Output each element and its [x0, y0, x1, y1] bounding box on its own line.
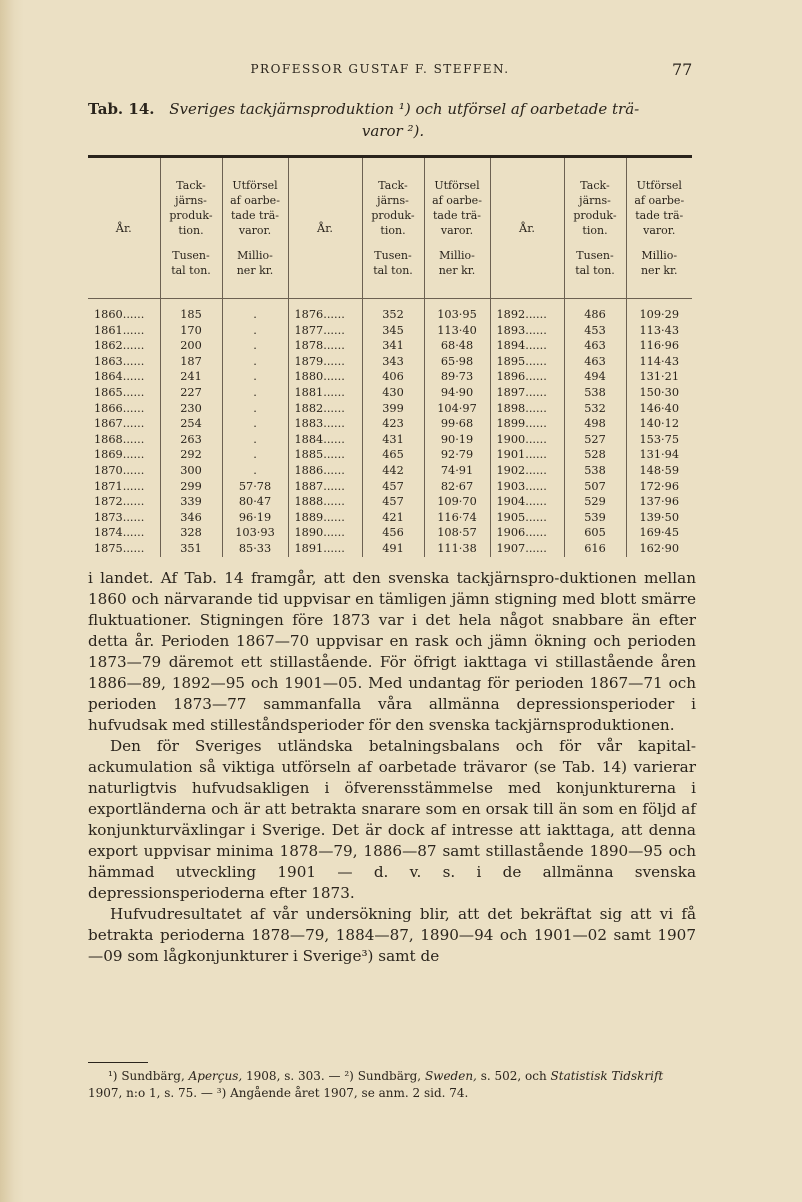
footnote-2-rest: s. 502, och — [480, 1069, 547, 1083]
footnote-2-title2: Statistisk Tidskrift — [550, 1069, 664, 1083]
production-cell: 339 — [160, 494, 222, 510]
year-cell: 1872...... — [88, 494, 160, 510]
footnote-1-mark: ¹) — [108, 1069, 118, 1083]
production-cell: 227 — [160, 385, 222, 401]
export-cell: . — [222, 338, 288, 354]
production-cell: 616 — [564, 541, 626, 557]
page-edge-shadow — [0, 0, 24, 1202]
page-number: 77 — [672, 60, 693, 79]
year-cell: 1861...... — [88, 323, 160, 339]
export-cell: 109·29 — [639, 308, 680, 321]
year-cell: 1883...... — [288, 416, 362, 432]
export-cell: . — [222, 432, 288, 448]
footnote-3-mark: ³) — [216, 1086, 227, 1100]
year-cell: 1865...... — [88, 385, 160, 401]
production-cell: 351 — [160, 541, 222, 557]
year-cell: 1880...... — [288, 369, 362, 385]
production-cell: 527 — [564, 432, 626, 448]
production-cell: 341 — [362, 338, 424, 354]
production-cell: 463 — [564, 338, 626, 354]
year-cell: 1870...... — [88, 463, 160, 479]
export-cell: 96·19 — [222, 510, 288, 526]
production-cell: 343 — [362, 354, 424, 370]
table-caption — [88, 98, 698, 142]
production-export-table — [88, 158, 692, 557]
export-cell: 103·95 — [424, 299, 490, 323]
year-cell: 1885...... — [288, 447, 362, 463]
export-cell: 172·96 — [639, 479, 680, 493]
year-cell: 1901...... — [490, 447, 564, 463]
year-cell: 1884...... — [288, 432, 362, 448]
year-cell: 1879...... — [288, 354, 362, 370]
export-cell: . — [222, 463, 288, 479]
export-cell: 113·43 — [639, 323, 680, 337]
production-cell: 538 — [564, 463, 626, 479]
production-cell: 457 — [362, 479, 424, 495]
year-cell: 1868...... — [88, 432, 160, 448]
production-cell: 170 — [160, 323, 222, 339]
production-cell: 605 — [564, 525, 626, 541]
table-row — [88, 447, 692, 463]
table-row — [88, 401, 692, 417]
table-title-continued: varor ²). — [361, 122, 425, 140]
export-cell: 94·90 — [424, 385, 490, 401]
export-cell: 74·91 — [424, 463, 490, 479]
table-row — [88, 385, 692, 401]
export-cell: 85·33 — [222, 541, 288, 557]
footnote-2-title: Sweden, — [424, 1069, 477, 1083]
production-cell: 421 — [362, 510, 424, 526]
year-cell: 1874...... — [88, 525, 160, 541]
production-cell: 442 — [362, 463, 424, 479]
production-cell: 507 — [564, 479, 626, 495]
production-cell: 230 — [160, 401, 222, 417]
export-cell: . — [222, 369, 288, 385]
col-header-year: År. — [88, 158, 160, 299]
export-cell: 92·79 — [424, 447, 490, 463]
production-cell: 539 — [564, 510, 626, 526]
export-cell: . — [222, 416, 288, 432]
year-cell: 1877...... — [288, 323, 362, 339]
export-cell: 116·74 — [424, 510, 490, 526]
year-cell: 1864...... — [88, 369, 160, 385]
export-cell: 150·30 — [639, 385, 680, 399]
production-cell: 529 — [564, 494, 626, 510]
production-cell: 453 — [564, 323, 626, 339]
production-cell: 187 — [160, 354, 222, 370]
body-text — [88, 568, 696, 967]
export-cell: 153·75 — [639, 432, 680, 446]
year-cell: 1862...... — [88, 338, 160, 354]
col-header-production: Tack- järns- produk- tion. Tusen- tal ton. — [564, 158, 626, 299]
footnote-2-rest2: 1907, n:o 1, s. 75. — — [88, 1086, 213, 1100]
year-cell: 1907...... — [490, 541, 564, 557]
year-cell: 1886...... — [288, 463, 362, 479]
production-cell: 299 — [160, 479, 222, 495]
footnote-3-text: Angående året 1907, se anm. 2 sid. 74. — [230, 1086, 469, 1100]
year-cell: 1871...... — [88, 479, 160, 495]
export-cell: 148·59 — [639, 463, 680, 477]
col-header-export: Utförsel af oarbe- tade trä- varor. Millio- ner kr. — [626, 158, 692, 299]
production-cell: 328 — [160, 525, 222, 541]
year-cell: 1887...... — [288, 479, 362, 495]
footnote-1-title: Aperçus, — [188, 1069, 243, 1083]
export-cell: 116·96 — [639, 339, 680, 353]
production-cell: 494 — [564, 369, 626, 385]
production-cell: 430 — [362, 385, 424, 401]
year-cell: 1902...... — [490, 463, 564, 479]
export-cell: 139·50 — [639, 510, 680, 524]
production-cell: 345 — [362, 323, 424, 339]
export-cell: . — [222, 299, 288, 323]
export-cell: 114·43 — [639, 354, 680, 368]
table-body — [88, 299, 692, 557]
year-cell: 1878...... — [288, 338, 362, 354]
year-cell: 1899...... — [490, 416, 564, 432]
table-label: Tab. 14. — [88, 100, 155, 118]
table-row — [88, 299, 692, 323]
year-cell: 1898...... — [490, 401, 564, 417]
export-cell: 99·68 — [424, 416, 490, 432]
table-row — [88, 354, 692, 370]
year-cell: 1889...... — [288, 510, 362, 526]
production-cell: 300 — [160, 463, 222, 479]
year-cell: 1863...... — [88, 354, 160, 370]
export-cell: 113·40 — [424, 323, 490, 339]
production-cell: 498 — [564, 416, 626, 432]
table-row — [88, 463, 692, 479]
year-cell: 1881...... — [288, 385, 362, 401]
export-cell: 82·67 — [424, 479, 490, 495]
col-header-production: Tack- järns- produk- tion. Tusen- tal ton. — [160, 158, 222, 299]
table-header-row — [88, 158, 692, 299]
export-cell: 109·70 — [424, 494, 490, 510]
production-cell: 352 — [362, 299, 424, 323]
export-cell: . — [222, 447, 288, 463]
production-cell: 263 — [160, 432, 222, 448]
table-title: Sveriges tackjärnsproduktion ¹) och utförsel af oarbetade trä- — [169, 100, 640, 118]
year-cell: 1876...... — [288, 299, 362, 323]
export-cell: . — [222, 385, 288, 401]
export-cell: 111·38 — [424, 541, 490, 557]
production-cell: 346 — [160, 510, 222, 526]
year-cell: 1894...... — [490, 338, 564, 354]
year-cell: 1905...... — [490, 510, 564, 526]
data-table-container — [88, 155, 692, 557]
production-cell: 538 — [564, 385, 626, 401]
paragraph-2: Den för Sveriges utländska betalningsbalans och för vår kapital-ackumulation så viktiga utförseln af oarbetade trävaror (se Tab. 14) varierar naturligtvis hufvudsakligen i öfverensstämmelse med konjunkturerna i exportländerna och är att betrakta snarare som en orsak till än som en följd af konjunkturväxlingar i Sverige. Det är dock af intresse att iakttaga, att denna export uppvisar minima 1878—79, 1886—87 samt stillastående 1890—95 och hämmad utveckling 1901 — d. v. s. i de allmänna svenska depressionsperioderna efter 1873. — [88, 737, 696, 902]
year-cell: 1896...... — [490, 369, 564, 385]
paragraph-1: i landet. Af Tab. 14 framgår, att den svenska tackjärnspro-duktionen mellan 1860 och närvarande tid uppvisar en tämligen jämn stigning med blott smärre fluktuationer. Stigningen före 1873 var i det hela något snabbare än efter detta år. Perioden 1867—70 uppvisar en rask och jämn ökning och perioden 1873—79 däremot ett stillastående. För öfrigt iakttaga vi stillastående åren 1886—89, 1892—95 och 1901—05. Med undantag för perioden 1867—71 och perioden 1873—77 sammanfalla våra allmänna depressionsperioder i hufvudsak med stilleståndsperioder för den svenska tackjärnsproduktionen. — [88, 569, 696, 734]
export-cell: 68·48 — [424, 338, 490, 354]
export-cell: 146·40 — [639, 401, 680, 415]
export-cell: 65·98 — [424, 354, 490, 370]
year-cell: 1867...... — [88, 416, 160, 432]
table-row — [88, 416, 692, 432]
export-cell: . — [222, 401, 288, 417]
year-cell: 1895...... — [490, 354, 564, 370]
table-row — [88, 479, 692, 495]
year-cell: 1900...... — [490, 432, 564, 448]
export-cell: 57·78 — [222, 479, 288, 495]
year-cell: 1869...... — [88, 447, 160, 463]
table-row — [88, 541, 692, 557]
year-cell: 1873...... — [88, 510, 160, 526]
year-cell: 1903...... — [490, 479, 564, 495]
table-row — [88, 369, 692, 385]
production-cell: 491 — [362, 541, 424, 557]
export-cell: 162·90 — [639, 541, 680, 555]
table-row — [88, 510, 692, 526]
export-cell: 104·97 — [424, 401, 490, 417]
col-header-export: Utförsel af oarbe- tade trä- varor. Millio- ner kr. — [424, 158, 490, 299]
production-cell: 292 — [160, 447, 222, 463]
footnote-2-mark: ²) — [344, 1069, 354, 1083]
col-header-year: År. — [288, 158, 362, 299]
col-header-export: Utförsel af oarbe- tade trä- varor. Millio- ner kr. — [222, 158, 288, 299]
year-cell: 1897...... — [490, 385, 564, 401]
table-row — [88, 525, 692, 541]
production-cell: 456 — [362, 525, 424, 541]
year-cell: 1891...... — [288, 541, 362, 557]
export-cell: 89·73 — [424, 369, 490, 385]
export-cell: 131·94 — [639, 448, 680, 462]
year-cell: 1892...... — [490, 299, 564, 323]
export-cell: 140·12 — [639, 417, 680, 431]
production-cell: 200 — [160, 338, 222, 354]
production-cell: 463 — [564, 354, 626, 370]
table-row — [88, 494, 692, 510]
export-cell: 90·19 — [424, 432, 490, 448]
production-cell: 406 — [362, 369, 424, 385]
production-cell: 254 — [160, 416, 222, 432]
year-cell: 1904...... — [490, 494, 564, 510]
year-cell: 1882...... — [288, 401, 362, 417]
production-cell: 457 — [362, 494, 424, 510]
table-row — [88, 323, 692, 339]
export-cell: . — [222, 354, 288, 370]
production-cell: 241 — [160, 369, 222, 385]
year-cell: 1860...... — [88, 299, 160, 323]
export-cell: 108·57 — [424, 525, 490, 541]
table-row — [88, 338, 692, 354]
footnote-1-author: Sundbärg, — [121, 1069, 185, 1083]
year-cell: 1890...... — [288, 525, 362, 541]
table-row — [88, 432, 692, 448]
production-cell: 465 — [362, 447, 424, 463]
production-cell: 423 — [362, 416, 424, 432]
year-cell: 1888...... — [288, 494, 362, 510]
export-cell: 169·45 — [639, 526, 680, 540]
footnote-rule — [88, 1062, 148, 1063]
footnotes — [88, 1068, 696, 1102]
year-cell: 1875...... — [88, 541, 160, 557]
year-cell: 1906...... — [490, 525, 564, 541]
production-cell: 431 — [362, 432, 424, 448]
production-cell: 528 — [564, 447, 626, 463]
year-cell: 1866...... — [88, 401, 160, 417]
production-cell: 532 — [564, 401, 626, 417]
running-header: PROFESSOR GUSTAF F. STEFFEN. — [250, 62, 510, 76]
export-cell: . — [222, 323, 288, 339]
production-cell: 486 — [564, 299, 626, 323]
col-header-production: Tack- järns- produk- tion. Tusen- tal ton. — [362, 158, 424, 299]
footnote-2-author: Sundbärg, — [357, 1069, 422, 1083]
export-cell: 103·93 — [222, 525, 288, 541]
export-cell: 80·47 — [222, 494, 288, 510]
export-cell: 137·96 — [639, 495, 680, 509]
production-cell: 399 — [362, 401, 424, 417]
col-header-year: År. — [490, 158, 564, 299]
year-cell: 1893...... — [490, 323, 564, 339]
paragraph-3: Hufvudresultatet af vår undersökning blir, att det bekräftat sig att vi få betrakta perioderna 1878—79, 1884—87, 1890—94 och 1901—02 samt 1907—09 som lågkonjunkturer i Sverige³) samt de — [88, 905, 696, 965]
export-cell: 131·21 — [639, 370, 680, 384]
footnote-1-rest: 1908, s. 303. — — [246, 1069, 341, 1083]
production-cell: 185 — [160, 299, 222, 323]
